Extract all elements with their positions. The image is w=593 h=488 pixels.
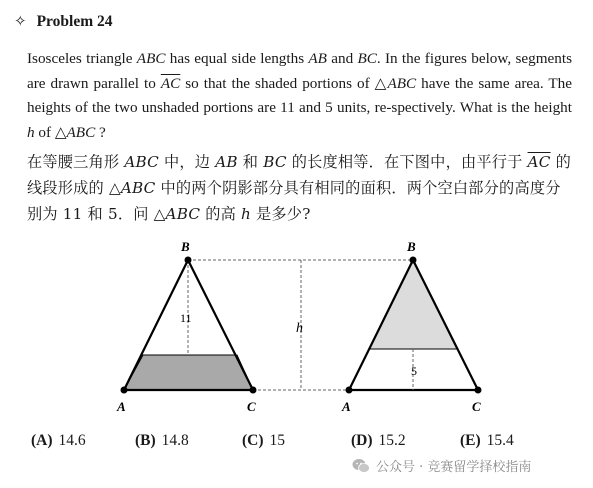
watermark-text: 公众号 · 竞赛留学择校指南: [376, 460, 532, 475]
choice-a-label: (A): [31, 432, 53, 449]
left-vertex-a: [121, 387, 128, 394]
label-h: h: [296, 321, 303, 336]
problem-header: [14, 12, 113, 31]
choice-b-value: 14.8: [161, 432, 189, 449]
choice-d-value: 15.2: [378, 432, 406, 449]
choice-c[interactable]: [242, 432, 285, 450]
choice-d-label: (D): [351, 432, 373, 449]
left-label-b: B: [181, 239, 190, 254]
diamond-icon: ✧: [14, 14, 27, 30]
left-label-a: A: [117, 399, 126, 414]
right-label-c: C: [472, 399, 481, 414]
figure-svg: [0, 232, 593, 422]
right-label-a: A: [342, 399, 351, 414]
left-shaded-region: [124, 355, 253, 390]
choice-e[interactable]: [460, 432, 514, 450]
choice-c-value: 15: [269, 432, 286, 449]
choice-a[interactable]: [31, 432, 86, 450]
choice-a-value: 14.6: [58, 432, 86, 449]
left-label-c: C: [247, 399, 256, 414]
watermark: [352, 456, 531, 475]
right-label-b: B: [407, 239, 416, 254]
problem-statement-en: Isosceles triangle ABC has equal side lengths AB and BC. In the figures below, segments are drawn parallel to $\overline{AC}$ so that the shaded portions of △ABC have the same area. The heights of the two unshaded portions are 11 and 5 units, re-spectively. What is the height h of △ABC ?: [27, 50, 572, 141]
right-label-5: 5: [411, 364, 417, 378]
problem-title: Problem 24: [36, 12, 113, 30]
right-vertex-c: [475, 387, 482, 394]
choice-c-label: (C): [242, 432, 264, 449]
choice-b-label: (B): [135, 432, 156, 449]
problem-statement-zh: 在等腰三角形 ABC 中，边 AB 和 BC 的长度相等．在下图中，由平行于 $\overline{AC}$ 的线段形成的 △ABC 中的两个阴影部分具有相同的面积．两个空白部分的高度分别为 11 和 5．问 △ABC 的高 h 是多少?: [27, 153, 571, 223]
choice-d[interactable]: [351, 432, 406, 450]
right-vertex-a: [346, 387, 353, 394]
choice-b[interactable]: [135, 432, 189, 450]
left-label-11: 11: [180, 311, 192, 325]
choice-e-value: 15.4: [486, 432, 514, 449]
triangle-figure: [0, 232, 593, 427]
wechat-icon: [352, 458, 370, 474]
left-vertex-b: [185, 257, 192, 264]
choice-e-label: (E): [460, 432, 481, 449]
right-shaded-region: [369, 260, 457, 349]
right-vertex-b: [410, 257, 417, 264]
left-vertex-c: [250, 387, 257, 394]
